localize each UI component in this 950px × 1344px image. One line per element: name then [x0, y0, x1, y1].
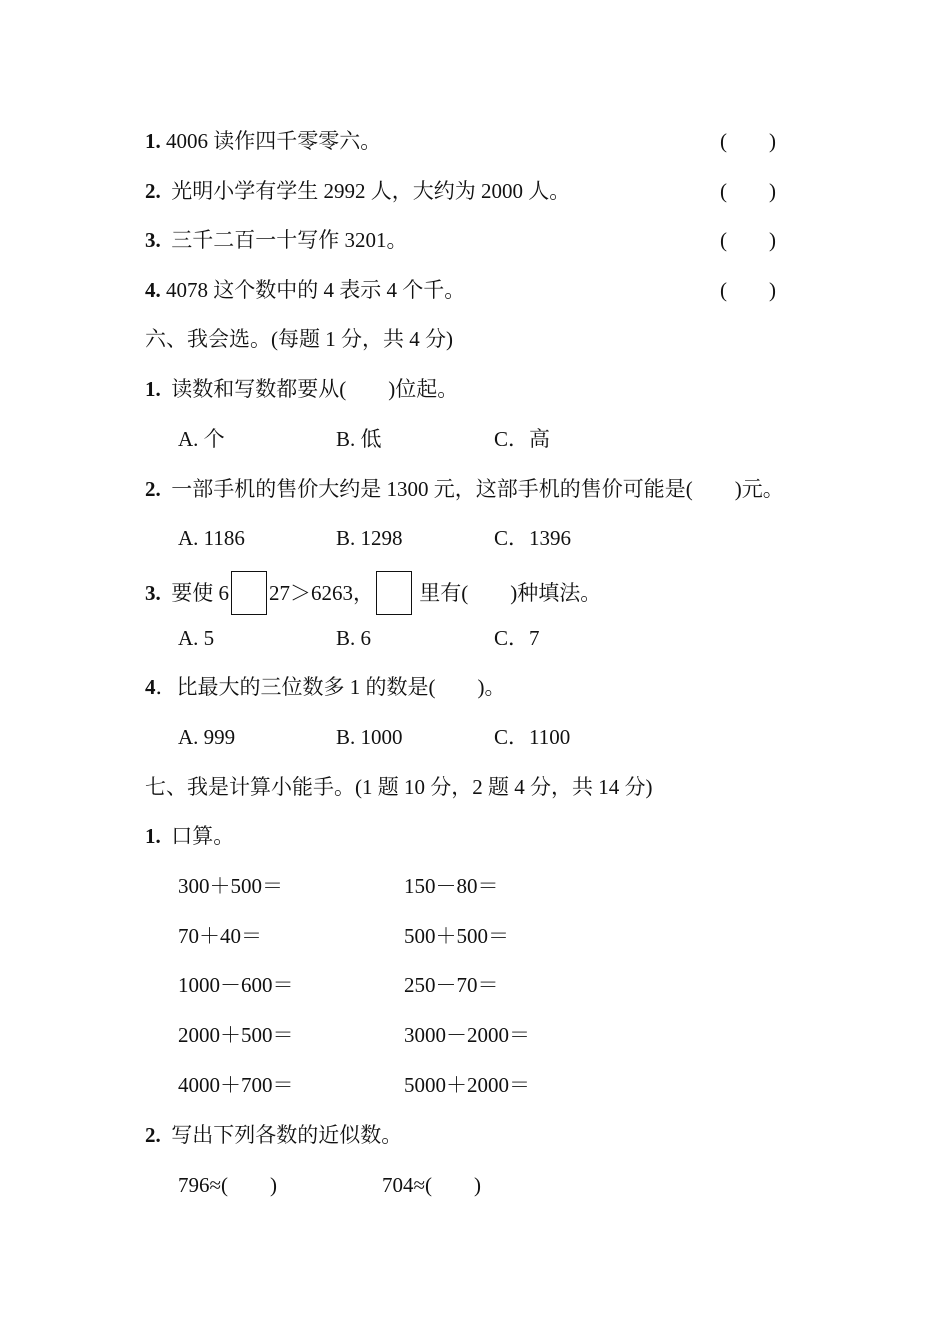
calc-expression[interactable]: 3000－2000＝	[404, 1023, 530, 1047]
item-number: 3.	[145, 228, 161, 252]
calc-expression[interactable]: 1000－600＝	[178, 973, 294, 997]
section-7-title: 七、我是计算小能手。(1 题 10 分，2 题 4 分，共 14 分)	[145, 775, 653, 799]
judge-item-4	[145, 275, 465, 305]
answer-paren[interactable]: ( )	[720, 129, 776, 153]
item-text: 口算。	[160, 824, 235, 848]
section-6-title: 六、我会选。(每题 1 分，共 4 分)	[145, 327, 453, 351]
item-number: 4.	[145, 278, 161, 302]
option-a[interactable]: A. 5	[178, 626, 215, 650]
item-text: 一部手机的售价大约是 1300 元，这部手机的售价可能是( )元。	[160, 477, 784, 501]
option-a[interactable]: A. 999	[178, 725, 236, 749]
option-b[interactable]: B. 1298	[336, 526, 403, 550]
choice-question-2	[145, 474, 784, 504]
item-number: 2.	[145, 477, 161, 501]
choice-question-3	[145, 573, 601, 603]
item-number: 1.	[145, 129, 161, 153]
item-text: ．比最大的三位数多 1 的数是( )。	[155, 675, 506, 699]
item-text: 光明小学有学生 2992 人，大约为 2000 人。	[160, 179, 571, 203]
calc-expression[interactable]: 150－80＝	[404, 874, 499, 898]
item-text-post: 里有( )种填法。	[414, 580, 602, 605]
calc-expression[interactable]: 300＋500＝	[178, 874, 283, 898]
item-number: 2.	[145, 1123, 161, 1147]
item-text: 读数和写数都要从( )位起。	[160, 377, 459, 401]
item-text: 4078 这个数中的 4 表示 4 个千。	[160, 278, 466, 302]
item-text-pre: 要使 6	[160, 580, 229, 605]
option-a[interactable]: A. 1186	[178, 526, 245, 550]
calc-expression[interactable]: 4000＋700＝	[178, 1073, 294, 1097]
item-text-mid: 27＞6263，	[269, 580, 374, 605]
choice-question-1	[145, 374, 458, 404]
judge-item-1	[145, 126, 381, 156]
item-text: 三千二百一十写作 3201。	[160, 228, 408, 252]
calc-expression[interactable]: 70＋40＝	[178, 924, 262, 948]
approx-expression[interactable]: 796≈( )	[178, 1173, 278, 1197]
item-text: 写出下列各数的近似数。	[160, 1123, 403, 1147]
answer-paren[interactable]: ( )	[720, 228, 776, 252]
option-c[interactable]: C．高	[494, 427, 551, 451]
calc-expression[interactable]: 5000＋2000＝	[404, 1073, 530, 1097]
calc-expression[interactable]: 2000＋500＝	[178, 1023, 294, 1047]
option-c[interactable]: C．1396	[494, 526, 572, 550]
item-number: 2.	[145, 179, 161, 203]
option-c[interactable]: C．7	[494, 626, 540, 650]
calc-expression[interactable]: 500＋500＝	[404, 924, 509, 948]
option-a[interactable]: A. 个	[178, 427, 225, 451]
approx-expression[interactable]: 704≈( )	[382, 1173, 482, 1197]
option-b[interactable]: B. 1000	[336, 725, 403, 749]
item-number: 1.	[145, 824, 161, 848]
blank-box[interactable]	[376, 571, 412, 615]
item-number: 3.	[145, 580, 161, 605]
item-number: 1.	[145, 377, 161, 401]
option-b[interactable]: B. 低	[336, 427, 382, 451]
calc-expression[interactable]: 250－70＝	[404, 973, 499, 997]
item-text: 4006 读作四千零零六。	[160, 129, 382, 153]
calc-question-2	[145, 1120, 402, 1150]
calc-question-1	[145, 821, 234, 851]
option-c[interactable]: C．1100	[494, 725, 571, 749]
judge-item-2	[145, 176, 570, 206]
judge-item-3	[145, 225, 408, 255]
item-number: 4	[145, 675, 156, 699]
choice-question-4	[145, 672, 506, 702]
answer-paren[interactable]: ( )	[720, 179, 776, 203]
blank-box[interactable]	[231, 571, 267, 615]
answer-paren[interactable]: ( )	[720, 278, 776, 302]
option-b[interactable]: B. 6	[336, 626, 372, 650]
